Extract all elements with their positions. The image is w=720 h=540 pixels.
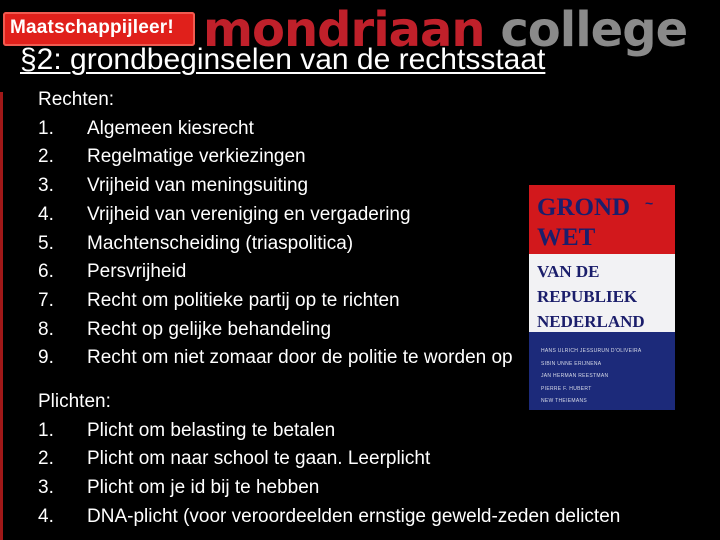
book-author: PIERRE F. HUBERT — [541, 385, 592, 392]
item-number: 5. — [38, 232, 54, 254]
item-text: DNA-plicht (voor veroordeelden ernstige geweld-zeden delicten — [87, 505, 621, 527]
book-author: NEW THEIEMANS — [541, 398, 588, 404]
book-author: HANS ULRICH JESSURUN D'OLIVEIRA — [541, 348, 642, 354]
header-bar — [0, 0, 720, 92]
item-text: Algemeen kiesrecht — [87, 117, 254, 139]
book-subtitle-line1: VAN DE — [537, 262, 600, 281]
item-text: Plicht om naar school te gaan. Leerplicht — [87, 448, 431, 470]
book-title-line2: WET — [537, 224, 596, 251]
list-item — [38, 143, 718, 172]
item-number: 7. — [38, 289, 54, 311]
logo-word-mondriaan: mondriaan — [203, 2, 485, 58]
logo-word-college: college — [500, 2, 688, 58]
list-item — [38, 474, 718, 503]
list-item — [38, 201, 718, 230]
item-text: Vrijheid van meningsuiting — [87, 175, 309, 197]
item-number: 2. — [38, 448, 54, 470]
item-text: Recht om politieke partij op te richten — [87, 289, 400, 311]
item-text: Recht op gelijke behandeling — [87, 318, 332, 340]
item-text: Recht om niet zomaar door de politie te worden op — [87, 347, 513, 369]
page-title: §2: grondbeginselen van de rechtsstaat — [20, 43, 546, 76]
item-text: Vrijheid van vereniging en vergadering — [87, 203, 411, 225]
list-item — [38, 445, 718, 474]
item-number: 9. — [38, 347, 54, 369]
book-author: JAN HERMAN REESTMAN — [541, 373, 609, 379]
list-item — [38, 344, 718, 373]
subject-badge-label: Maatschappijleer! — [10, 17, 174, 38]
list-item — [38, 287, 718, 316]
book-hyphen-mark: ~ — [645, 195, 654, 211]
item-text: Persvrijheid — [87, 261, 187, 283]
list-item — [38, 417, 718, 446]
list-item — [38, 258, 718, 287]
item-number: 1. — [38, 117, 54, 139]
item-number: 4. — [38, 505, 54, 527]
book-author: SIBIN UNNE ERIJNENA — [541, 360, 602, 367]
item-text: Regelmatige verkiezingen — [87, 146, 306, 168]
item-number: 6. — [38, 261, 54, 283]
rights-heading: Rechten: — [38, 89, 115, 110]
section-gap — [38, 373, 718, 388]
list-item — [38, 172, 718, 201]
list-item — [38, 316, 718, 345]
item-text: Plicht om belasting te betalen — [87, 419, 336, 441]
item-number: 2. — [38, 146, 54, 168]
list-item — [38, 230, 718, 259]
item-number: 4. — [38, 203, 54, 225]
duties-heading: Plichten: — [38, 391, 111, 413]
item-number: 3. — [38, 477, 54, 499]
item-number: 1. — [38, 419, 54, 441]
item-number: 8. — [38, 318, 54, 340]
item-text: Machtenscheiding (triaspolitica) — [87, 232, 354, 254]
book-title-line1: GROND — [537, 194, 631, 221]
slide-body — [38, 86, 718, 532]
book-subtitle-line2: REPUBLIEK — [537, 287, 638, 306]
list-item — [38, 115, 718, 144]
item-number: 3. — [38, 175, 54, 197]
item-text: Plicht om je id bij te hebben — [87, 477, 320, 499]
book-subtitle-line3: NEDERLAND — [537, 312, 645, 331]
left-accent-strip — [0, 92, 3, 540]
list-item — [38, 503, 718, 532]
